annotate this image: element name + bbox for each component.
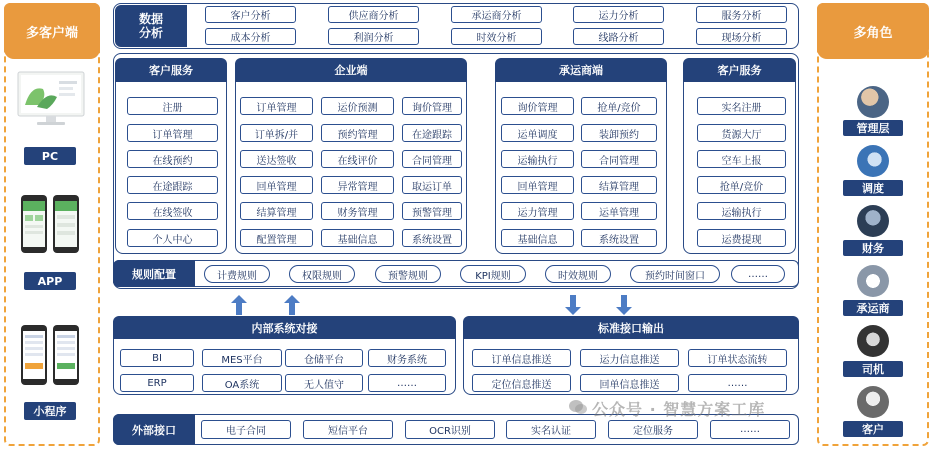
module-item[interactable]: 个人中心 [127, 229, 218, 247]
analysis-chip[interactable]: 供应商分析 [328, 6, 419, 23]
internal-chip[interactable]: BI [120, 349, 194, 367]
module-item[interactable]: 基础信息 [501, 229, 574, 247]
external-chip[interactable]: OCR识别 [405, 420, 495, 439]
data-analysis-label-line2: 分析 [138, 26, 163, 40]
internal-chip[interactable]: 仓储平台 [285, 349, 363, 367]
standard-chip[interactable]: …… [688, 374, 787, 392]
dispatch-avatar-icon [857, 145, 889, 177]
module-item[interactable]: 合同管理 [581, 150, 657, 168]
module-item[interactable]: 订单管理 [240, 97, 313, 115]
module-item[interactable]: 在途跟踪 [127, 176, 218, 194]
module-item[interactable]: 系统设置 [402, 229, 462, 247]
external-chip[interactable]: 短信平台 [303, 420, 393, 439]
external-chip[interactable]: 实名认证 [506, 420, 596, 439]
standard-chip[interactable]: 订单信息推送 [472, 349, 571, 367]
module-item[interactable]: 运输执行 [501, 150, 574, 168]
standard-output-title: 标准接口输出 [463, 316, 799, 339]
module-item[interactable]: 询价管理 [501, 97, 574, 115]
rules-label: 规则配置 [113, 260, 195, 287]
module-item[interactable]: 运单调度 [501, 124, 574, 142]
analysis-chip[interactable]: 客户分析 [205, 6, 296, 23]
external-interfaces-label: 外部接口 [113, 414, 195, 445]
module-item[interactable]: 配置管理 [240, 229, 313, 247]
device-label-pc: PC [24, 147, 76, 165]
module-item[interactable]: 预约管理 [321, 124, 394, 142]
external-chip[interactable]: 定位服务 [608, 420, 698, 439]
clients-panel-title: 多客户端 [4, 3, 100, 59]
module-item[interactable]: 在途跟踪 [402, 124, 462, 142]
wechat-watermark-icon [568, 398, 588, 416]
analysis-chip[interactable]: 服务分析 [696, 6, 787, 23]
module-item[interactable]: 基础信息 [321, 229, 394, 247]
analysis-chip[interactable]: 现场分析 [696, 28, 787, 45]
internal-systems-title: 内部系统对接 [113, 316, 456, 339]
device-label-app: APP [24, 272, 76, 290]
pc-monitor-icon [17, 71, 85, 127]
internal-chip[interactable]: MES平台 [202, 349, 282, 367]
module-item[interactable]: 运单管理 [581, 202, 657, 220]
external-chip[interactable]: …… [710, 420, 790, 439]
module-customer-service-2-title: 客户服务 [683, 58, 796, 82]
up-arrow-icon [284, 295, 300, 315]
module-item[interactable]: 预警管理 [402, 202, 462, 220]
internal-chip[interactable]: 无人值守 [285, 374, 363, 392]
module-item[interactable]: 回单管理 [240, 176, 313, 194]
module-item[interactable]: 询价管理 [402, 97, 462, 115]
module-item[interactable]: 回单管理 [501, 176, 574, 194]
role-label-customer: 客户 [843, 421, 903, 437]
internal-chip[interactable]: ERP [120, 374, 194, 392]
analysis-chip[interactable]: 成本分析 [205, 28, 296, 45]
analysis-chip[interactable]: 承运商分析 [451, 6, 542, 23]
analysis-chip[interactable]: 利润分析 [328, 28, 419, 45]
module-item[interactable]: 送达签收 [240, 150, 313, 168]
analysis-chip[interactable]: 运力分析 [573, 6, 664, 23]
standard-chip[interactable]: 运力信息推送 [580, 349, 679, 367]
external-chip[interactable]: 电子合同 [201, 420, 291, 439]
analysis-chip[interactable]: 时效分析 [451, 28, 542, 45]
down-arrow-icon [616, 295, 632, 315]
module-item[interactable]: 运力管理 [501, 202, 574, 220]
rule-chip[interactable]: KPI规则 [460, 265, 526, 283]
data-analysis-label [115, 5, 187, 47]
module-item[interactable]: 空车上报 [697, 150, 786, 168]
role-label-driver: 司机 [843, 361, 903, 377]
module-item[interactable]: 订单拆/并 [240, 124, 313, 142]
module-item[interactable]: 装卸预约 [581, 124, 657, 142]
rule-chip[interactable]: 时效规则 [545, 265, 611, 283]
down-arrow-icon [565, 295, 581, 315]
module-item[interactable]: 注册 [127, 97, 218, 115]
app-phones-icon [19, 193, 83, 257]
finance-avatar-icon [857, 205, 889, 237]
module-item[interactable]: 系统设置 [581, 229, 657, 247]
data-analysis-label-line1: 数据 [138, 12, 163, 26]
rule-chip[interactable]: 预警规则 [375, 265, 441, 283]
rule-chip[interactable]: 权限规则 [289, 265, 355, 283]
module-item[interactable]: 在线评价 [321, 150, 394, 168]
module-item[interactable]: 合同管理 [402, 150, 462, 168]
rule-chip[interactable]: 预约时间窗口 [630, 265, 720, 283]
module-enterprise-title: 企业端 [235, 58, 467, 82]
module-item[interactable]: 抢单/竞价 [581, 97, 657, 115]
standard-chip[interactable]: 订单状态流转 [688, 349, 787, 367]
internal-chip[interactable]: 财务系统 [368, 349, 446, 367]
module-item[interactable]: 在线签收 [127, 202, 218, 220]
module-customer-service-title: 客户服务 [115, 58, 227, 82]
standard-chip[interactable]: 定位信息推送 [472, 374, 571, 392]
mini-program-phones-icon [19, 323, 83, 389]
role-label-management: 管理层 [843, 120, 903, 136]
carrier-avatar-icon [857, 265, 889, 297]
module-item[interactable]: 结算管理 [581, 176, 657, 194]
watermark-text: 公众号 · 智慧方案工库 [592, 400, 766, 419]
module-item[interactable]: 实名注册 [697, 97, 786, 115]
module-item[interactable]: 订单管理 [127, 124, 218, 142]
module-item[interactable]: 抢单/竞价 [697, 176, 786, 194]
analysis-chip[interactable]: 线路分析 [573, 28, 664, 45]
up-arrow-icon [231, 295, 247, 315]
rule-chip[interactable]: 计费规则 [204, 265, 270, 283]
standard-chip[interactable]: 回单信息推送 [580, 374, 679, 392]
module-item[interactable]: 运费提现 [697, 229, 786, 247]
roles-panel-title: 多角色 [817, 3, 929, 59]
module-item[interactable]: 运输执行 [697, 202, 786, 220]
module-item[interactable]: 财务管理 [321, 202, 394, 220]
rule-chip[interactable]: …… [731, 265, 785, 283]
driver-avatar-icon [857, 325, 889, 357]
module-item[interactable]: 取运订单 [402, 176, 462, 194]
role-label-finance: 财务 [843, 240, 903, 256]
module-item[interactable]: 货源大厅 [697, 124, 786, 142]
role-label-carrier: 承运商 [843, 300, 903, 316]
module-item[interactable]: 在线预约 [127, 150, 218, 168]
module-item[interactable]: 异常管理 [321, 176, 394, 194]
module-carrier-title: 承运商端 [495, 58, 667, 82]
internal-chip[interactable]: OA系统 [202, 374, 282, 392]
role-label-dispatch: 调度 [843, 180, 903, 196]
customer-avatar-icon [857, 386, 889, 418]
module-item[interactable]: 运价预测 [321, 97, 394, 115]
internal-chip[interactable]: …… [368, 374, 446, 392]
device-label-mini-program: 小程序 [24, 402, 76, 420]
module-item[interactable]: 结算管理 [240, 202, 313, 220]
management-avatar-icon [857, 86, 889, 118]
